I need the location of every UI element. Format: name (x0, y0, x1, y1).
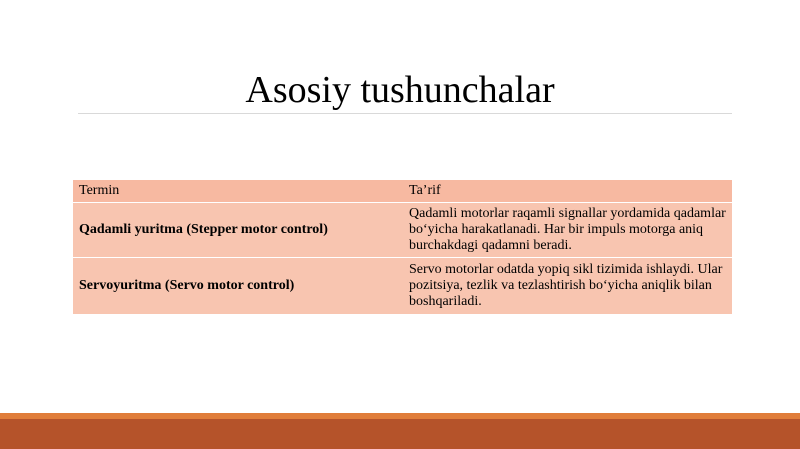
header-tarif: Ta’rif (403, 180, 732, 203)
footer-band-accent (0, 413, 800, 419)
table-row (73, 203, 732, 258)
definition-cell: Qadamli motorlar raqamli signallar yordamida qadamlar bo‘yicha harakatlanadi. Har bir impuls motorga aniq burchakdagi qadamni beradi. (403, 203, 732, 258)
slide-title: Asosiy tushunchalar (245, 69, 555, 111)
term-cell: Qadamli yuritma (Stepper motor control) (73, 203, 403, 258)
terms-table (73, 180, 732, 315)
table-header-row (73, 180, 732, 203)
term-cell: Servoyuritma (Servo motor control) (73, 258, 403, 315)
header-termin: Termin (73, 180, 403, 203)
table-row (73, 258, 732, 315)
title-divider (78, 113, 732, 114)
definition-cell: Servo motorlar odatda yopiq sikl tizimida ishlaydi. Ular pozitsiya, tezlik va tezlashtirish bo‘yicha aniqlik bilan boshqariladi. (403, 258, 732, 315)
